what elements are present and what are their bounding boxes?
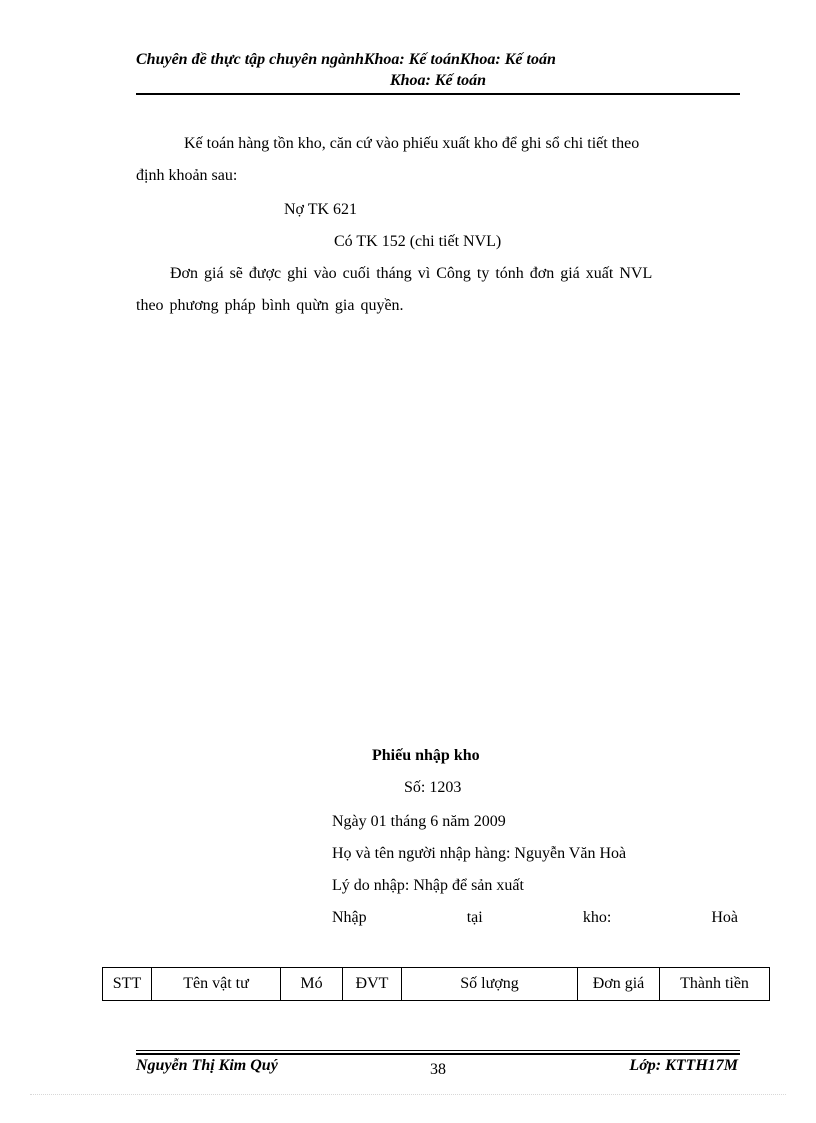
credit-entry: Có TK 152 (chi tiết NVL) (334, 233, 502, 250)
receipt-receiver: Họ và tên người nhập hàng: Nguyễn Văn Hoà (332, 845, 627, 862)
footer-class: Lớp: KTTH17M (629, 1057, 738, 1074)
col-header-amount: Thành tiền (660, 968, 770, 1001)
col-header-unit-price: Đơn giá (578, 968, 660, 1001)
page-number: 38 (430, 1061, 446, 1078)
page-header-title: Chuyên đề thực tập chuyên ngànhKhoa: Kế toánKhoa: Kế toán (136, 51, 556, 68)
warehouse-word: Hoà (711, 909, 738, 926)
page-header-department: Khoa: Kế toán (389, 72, 486, 89)
receipt-date: Ngày 01 tháng 6 năm 2009 (332, 813, 506, 830)
table-header-row (103, 968, 770, 1001)
warehouse-word: Nhập (332, 909, 367, 926)
receipt-reason: Lý do nhập: Nhập để sản xuất (332, 877, 524, 894)
col-header-stt: STT (103, 968, 152, 1001)
receipt-title: Phiếu nhập kho (372, 747, 480, 764)
paragraph-line: Kế toán hàng tồn kho, căn cứ vào phiếu xuất kho để ghi sổ chi tiết theo (184, 135, 640, 152)
paragraph-unit-price (136, 264, 740, 316)
warehouse-word: tại (466, 909, 483, 926)
receipt-number: Số: 1203 (404, 779, 462, 796)
header-divider (136, 93, 740, 95)
col-header-unit: ĐVT (343, 968, 402, 1001)
footer-divider (136, 1053, 740, 1055)
col-header-material-name: Tên vật tư (152, 968, 281, 1001)
col-header-quantity: Số lượng (402, 968, 578, 1001)
page-edge-divider (30, 1094, 786, 1095)
receipt-warehouse-line (332, 908, 738, 928)
footer-author: Nguyễn Thị Kim Quý (136, 1057, 278, 1074)
paragraph-line: định khoản sau: (136, 167, 238, 184)
paragraph-line: Đơn giá sẽ được ghi vào cuối tháng vì Công ty tónh đơn giá xuất NVL (170, 265, 653, 282)
receipt-table (102, 967, 770, 1001)
debit-entry: Nợ TK 621 (284, 201, 358, 218)
warehouse-word: kho: (582, 909, 612, 926)
paragraph-accounting-entry-intro (136, 134, 740, 186)
col-header-code: Mó (281, 968, 343, 1001)
paragraph-line: theo phương pháp bình quừn gia quyền. (136, 297, 404, 314)
footer-divider (136, 1050, 740, 1051)
